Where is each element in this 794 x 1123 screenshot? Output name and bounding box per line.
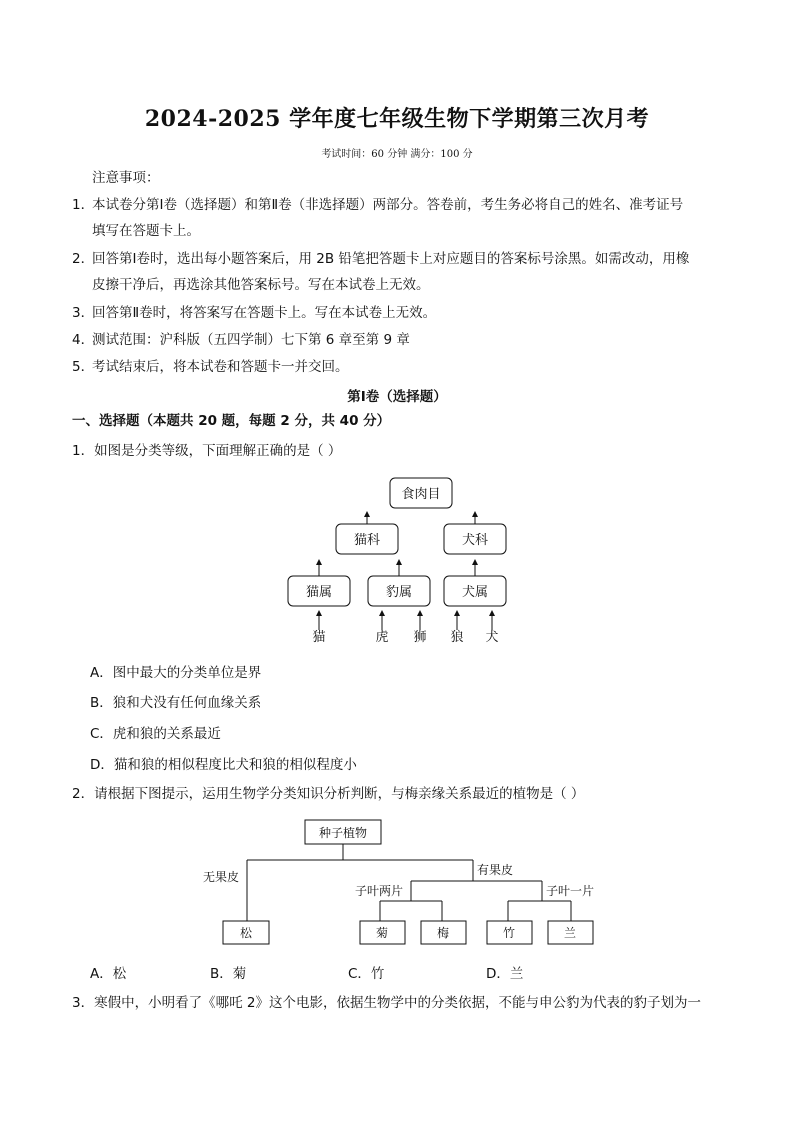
note-5-number: 5． [72,359,95,375]
note-2-number: 2． [72,251,95,267]
animal-wolf: 狼 [450,630,464,645]
q1-option-b: B．狼和犬没有任何血缘关系 [90,695,262,711]
classification-diagram [270,470,530,650]
leaf-pine: 松 [239,926,253,940]
family-label-dog: 犬科 [461,533,489,548]
genus-label-dog: 犬属 [461,585,489,600]
animal-dog: 犬 [485,630,499,645]
root-label: 种子植物 [318,826,368,840]
animal-tiger: 虎 [375,630,389,645]
q2-option-a: A．松 [90,966,127,982]
animal-lion: 狮 [413,630,427,645]
note-3-number: 3． [72,305,95,321]
note-4-text: 测试范围：沪科版（五四学制）七下第 6 章至第 9 章 [92,332,410,348]
note-1-number: 1． [72,197,95,213]
no-peel-label: 无果皮 [203,870,240,884]
plant-tree-diagram [195,815,615,950]
with-peel-label: 有果皮 [477,863,514,877]
family-label-cat: 猫科 [353,533,381,548]
two-cotyledons-label: 子叶两片 [355,884,404,898]
question-1-stem: 1．如图是分类等级，下面理解正确的是（ ） [72,443,342,459]
order-label: 食肉目 [401,487,441,502]
question-3-stem: 3．寒假中，小明看了《哪吒 2》这个电影，依据生物学中的分类依据，不能与申公豹为代表的豹子划为一 [72,995,701,1011]
note-1-text-cont: 填写在答题卡上。 [92,223,200,239]
note-2-text: 回答第Ⅰ卷时，选出每小题答案后，用 2B 铅笔把答题卡上对应题目的答案标号涂黑。如需改动，用橡 [92,251,690,267]
q1-option-c: C．虎和狼的关系最近 [90,726,221,742]
part-heading: 一、选择题（本题共 20 题，每题 2 分，共 40 分） [72,413,391,429]
q2-option-c: C．竹 [348,966,385,982]
note-2-text-cont: 皮擦干净后，再选涂其他答案标号。写在本试卷上无效。 [92,277,430,293]
leaf-bamboo: 竹 [502,926,516,940]
one-cotyledon-label: 子叶一片 [546,884,595,898]
note-3-text: 回答第Ⅱ卷时，将答案写在答题卡上。写在本试卷上无效。 [92,305,437,321]
q1-option-d: D．猫和狼的相似程度比犬和狼的相似程度小 [90,757,357,773]
leaf-plum: 梅 [436,926,450,940]
section-title: 第Ⅰ卷（选择题） [347,389,447,405]
note-1-text: 本试卷分第Ⅰ卷（选择题）和第Ⅱ卷（非选择题）两部分。答卷前，考生务必将自己的姓名、准考证号 [92,197,684,213]
leaf-orchid: 兰 [563,926,577,940]
notes-heading: 注意事项： [92,170,160,186]
question-2-stem: 2．请根据下图提示，运用生物学分类知识分析判断，与梅亲缘关系最近的植物是（ ） [72,786,585,802]
animal-cat: 猫 [312,630,326,645]
exam-info: 考试时间：60 分钟 满分：100 分 [321,149,473,160]
q2-option-d: D．兰 [486,966,524,982]
leaf-chrysanthemum: 菊 [375,926,389,940]
page-title: 2024-2025 学年度七年级生物下学期第三次月考 [144,106,650,132]
q2-option-b: B．菊 [210,966,247,982]
genus-label-cat: 猫属 [305,585,333,600]
note-4-number: 4． [72,332,95,348]
q1-option-a: A．图中最大的分类单位是界 [90,665,262,681]
genus-label-leopard: 豹属 [385,585,413,600]
note-5-text: 考试结束后，将本试卷和答题卡一并交回。 [92,359,349,375]
